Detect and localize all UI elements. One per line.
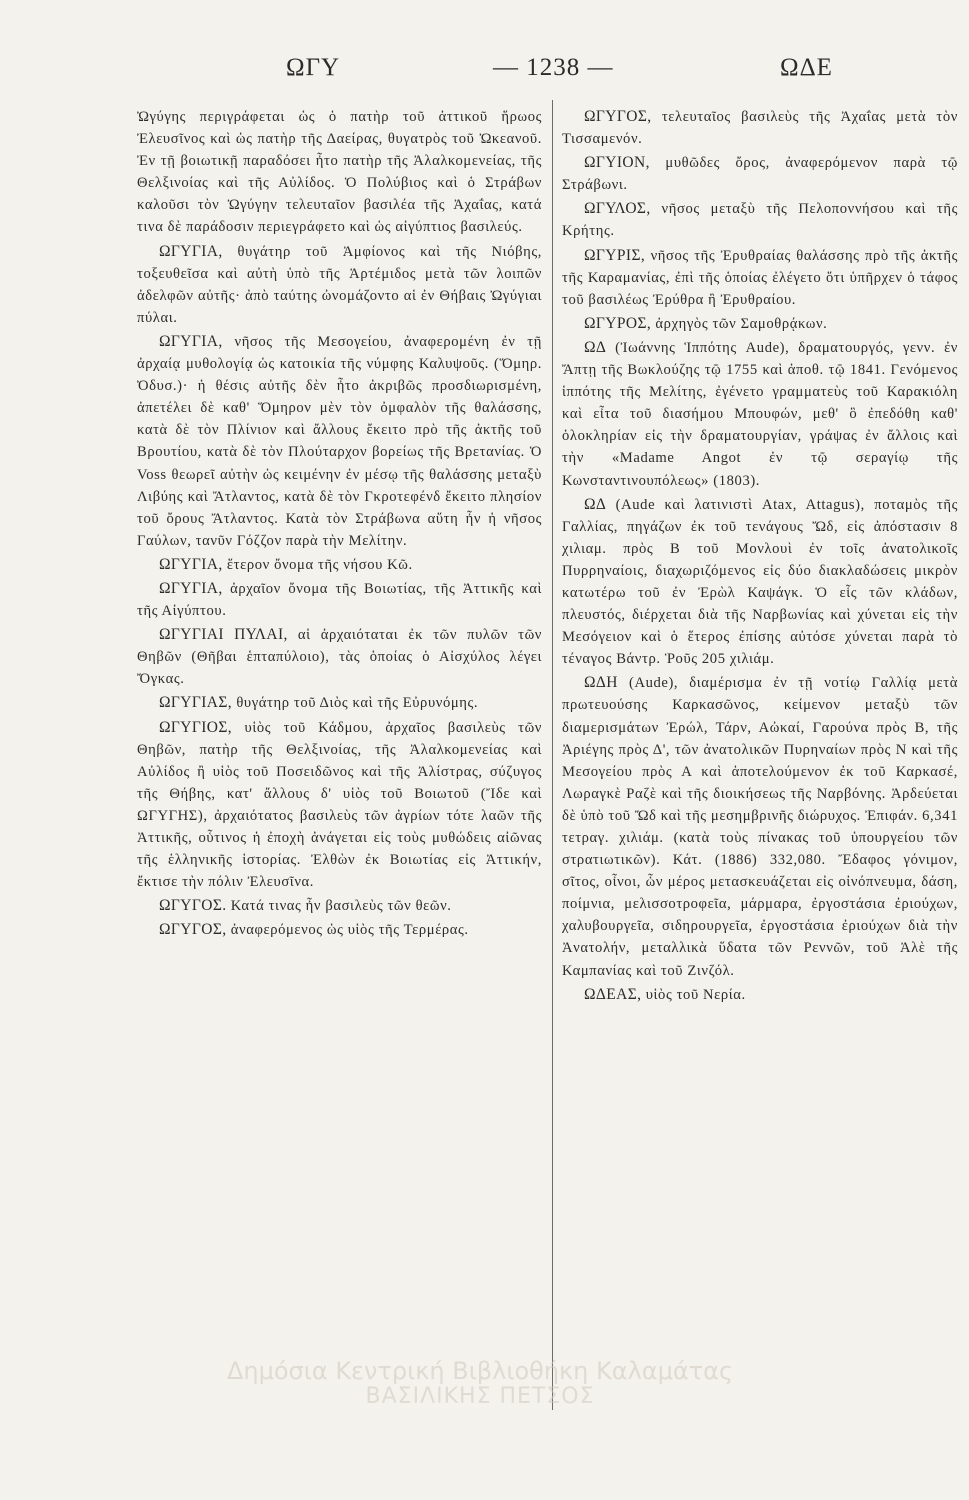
entry-continuation: Ὠγύγης περιγράφεται ὡς ὁ πατὴρ τοῦ ἀττικοῦ ἥρωος Ἐλευσῖνος καὶ ὡς πατὴρ τῆς Δαείρας, θυγατρὸς τοῦ Ὠκεανοῦ. Ἐν τῇ βοιωτικῇ παραδόσει ἦτο πατὴρ τῆς Ἀλαλκομενείας, τῆς Θελξινοίας καὶ τῆς Αὐλίδος. Ὁ Πολύβιος καὶ ὁ Στράβων καλοῦσι τὸν Ὠγύγην τελευταῖον βασιλέα τῆς Ἀχαΐας, κατά τινα δὲ παράδοσιν περιεγράφετο καὶ ὡς αἰγύπτιος βασιλεύς. (137, 109, 542, 236)
entry-lemma: ΩΓΥΓΙΟΣ, (159, 718, 233, 736)
entry-lemma: ΩΓΥΙΟΝ, (584, 154, 650, 172)
entry-lemma: ΩΓΥΓΟΣ, (159, 921, 227, 939)
entry-lemma: ΩΓΥΓΙΑ, (159, 555, 223, 573)
watermark-line-1: Δημόσια Κεντρική Βιβλιοθήκη Καλαμάτας (226, 1357, 734, 1385)
header-right-guideword: ΩΔΕ (780, 54, 833, 81)
dictionary-entry: ΩΓΥΓΙΑΣ, θυγάτηρ τοῦ Διὸς καὶ τῆς Εὐρυνόμης. (159, 694, 479, 712)
dictionary-entry: ΩΓΥΡΟΣ, ἀρχηγὸς τῶν Σαμοθρᾴκων. (584, 314, 828, 332)
dictionary-entry: ΩΓΥΓΟΣ, ἀναφερόμενος ὡς υἱὸς τῆς Τερμέρας. (159, 921, 469, 939)
left-column (137, 106, 542, 943)
library-watermark (210, 1358, 750, 1408)
entry-lemma: ΩΓΥΓΙΑ, (159, 242, 223, 260)
entry-lemma: ΩΓΥΓΙΑΣ, (159, 694, 233, 712)
entry-lemma: ΩΔ (584, 495, 607, 513)
dictionary-entry: ΩΓΥΓΙΑΙ ΠΥΛΑΙ, αἱ ἀρχαιόταται ἐκ τῶν πυλῶν τῶν Θηβῶν (Θῆβαι ἑπταπύλοιο), τὰς ὁποίας ὁ Αἰσχύλος λέγει Ὄγκας. (137, 626, 542, 688)
page-header (138, 54, 843, 94)
dictionary-entry: ΩΓΥΓΙΟΣ, υἱὸς τοῦ Κάδμου, ἀρχαῖος βασιλεὺς τῶν Θηβῶν, πατὴρ τῆς Θελξινοίας, τῆς Ἀλαλκομενείας καὶ Αὐλίδος ἢ υἱὸς τοῦ Ποσειδῶνος καὶ τῆς Ἀλίστρας, σύζυγος τῆς Θήβης, κατ' ἄλλους δ' υἱὸς τοῦ Βοιωτοῦ (Ἴδε καὶ ΩΓΥΓΗΣ), ἀρχαιότατος βασιλεὺς τῶν ἀγρίων τότε λαῶν τῆς Ἀττικῆς, οὗτινος ἡ ἐποχὴ ἀνάγεται εἰς τοὺς μυθώδεις αἰῶνας τῆς ἑλληνικῆς ἱστορίας. Ἐλθὼν ἐκ Βοιωτίας εἰς Ἀττικήν, ἔκτισε τὴν πόλιν Ἐλευσῖνα. (137, 718, 542, 891)
entry-lemma: ΩΓΥΓΟΣ. (159, 897, 227, 915)
watermark-line-2: ΒΑΣΙΛΙΚΗΣ ΠΕΤΣΟΣ (365, 1384, 595, 1409)
entry-lemma: ΩΓΥΓΙΑΙ ΠΥΛΑΙ, (159, 626, 288, 644)
entry-lemma: ΩΓΥΛΟΣ, (584, 200, 651, 218)
right-column (562, 106, 958, 1008)
dictionary-entry: ΩΓΥΓΙΑ, νῆσος τῆς Μεσογείου, ἀναφερομένη ἐν τῇ ἀρχαίᾳ μυθολογίᾳ ὡς κατοικία τῆς νύμφης Καλυψοῦς. (Ὅμηρ. Ὀδυσ.)· ἡ θέσις αὐτῆς δὲν ἦτο ἀκριβῶς προσδιωρισμένη, ἀπετέλει δὲ καθ' Ὅμηρον μὲν τὸν ὀμφαλὸν τῆς θαλάσσης, κατὰ δὲ τὸν Πλίνιον καὶ ἄλλους ἔκειτο πρὸ τῆς ἀκτῆς τοῦ Βρουτίου, κατὰ δὲ τὸν Πλούταρχον βορείως τῆς Βρετανίας. Ὁ Voss θεωρεῖ αὐτὴν ὡς κειμένην ἐν μέσῳ τῆς θαλάσσης μεταξὺ Λιβύης καὶ Ἄτλαντος, κατὰ δὲ τὸν Γκροτεφένδ ἔκειτο πλησίον τοῦ ὄρους Ἄτλαντος. Κατὰ τὸν Στράβωνα αὕτη ἦν ἡ νῆσος Γαύλων, τανῦν Γόζζον παρὰ τὴν Μελίτην. (137, 332, 542, 549)
entry-lemma: ΩΓΥΓΙΑ, (159, 579, 223, 597)
dictionary-entry: ΩΓΥΙΟΝ, μυθῶδες ὄρος, ἀναφερόμενον παρὰ τῷ Στράβωνι. (562, 154, 958, 194)
column-divider (552, 100, 553, 1410)
dictionary-entry: ΩΔΗ (Aude), διαμέρισμα ἐν τῇ νοτίῳ Γαλλίᾳ μετὰ πρωτευούσης Καρκασῶνος, κείμενον μεταξὺ τῶν διαμερισμάτων Ἐρώλ, Τάρν, Αὠκαί, Γαρούνα πρὸς Β, τῆς Ἀριέγης πρὸς Δ', τῶν ἀνατολικῶν Πυρηναίων πρὸς Ν καὶ τῆς Μεσογείου πρὸς Α καὶ ἀποτελούμενον ἐκ τοῦ Καρκασέ, Λωραγκὲ Ραζὲ καὶ τῆς διοικήσεως τῆς Ναρβόνης. Ἀρδεύεται δὲ ὑπὸ τοῦ Ὤδ καὶ τῆς μεσημβρινῆς διώρυχος. Ἐπιφάν. 6,341 τετραγ. χιλιάμ. (κατὰ τοὺς πίνακας τοῦ ὑπουργείου τῶν στρατιωτικῶν). Κάτ. (1886) 332,080. Ἔδαφος γόνιμον, σῖτος, οἶνοι, ὧν μέρος μετασκευάζεται εἰς οἰνόπνευμα, δάση, ποίμνια, μελισσοτροφεῖα, μάρμαρα, ἐργοστάσια ἐριούχων, χαλυβουργεῖα, σιδηρουργεῖα, ἐργοστάσια ἐριούχων διὰ τὴν Ἀνατολήν, μεταλλικὰ ὕδατα τῶν Ρεννῶν, τοῦ Ἀλὲ τῆς Καμπανίας καὶ τοῦ Ζινζόλ. (562, 674, 958, 979)
dictionary-entry: ΩΓΥΓΟΣ, τελευταῖος βασιλεὺς τῆς Ἀχαΐας μετὰ τὸν Τισσαμενόν. (562, 108, 958, 148)
dictionary-entry: ΩΓΥΡΙΣ, νῆσος τῆς Ἐρυθραίας θαλάσσης πρὸ τῆς ἀκτῆς τῆς Καραμανίας, ἐπὶ τῆς ὁποίας ἐλέγετο ὅτι ὑπῆρχεν ὁ τάφος τοῦ βασιλέως Ἐρύθρα ἢ Ἐρυθραίου. (562, 246, 958, 308)
entry-lemma: ΩΔ (584, 338, 607, 356)
entry-lemma: ΩΓΥΡΟΣ, (584, 314, 652, 332)
entry-lemma: ΩΔΕΑΣ, (584, 985, 642, 1003)
entry-lemma: ΩΓΥΓΟΣ, (584, 108, 652, 125)
dictionary-entry: ΩΔ (Ἰωάννης Ἱππότης Aude), δραματουργός, γενν. ἐν Ἄπτῃ τῆς Βωκλούζης τῷ 1755 καὶ ἀποθ. τῷ 1841. Γενόμενος ἱππότης τῆς Μελίτης, ἐγένετο γραμματεὺς τοῦ Καρακιόλη καὶ εἶτα τοῦ διασήμου Μπουφών, μεθ' ὃ ἐπεδόθη καθ' ὁλοκληρίαν εἰς τὴν δραματουργίαν, γράψας ἐν ἄλλοις καὶ τὴν «Madame Angot ἐν τῷ σεραγίῳ τῆς Κωνσταντινουπόλεως» (1803). (562, 338, 958, 489)
entry-lemma: ΩΔΗ (584, 674, 618, 692)
dictionary-entry: ΩΔΕΑΣ, υἱὸς τοῦ Νερία. (584, 985, 746, 1003)
dictionary-entry: ΩΓΥΓΙΑ, ἀρχαῖον ὄνομα τῆς Βοιωτίας, τῆς Ἀττικῆς καὶ τῆς Αἰγύπτου. (137, 579, 542, 620)
header-left-guideword: ΩΓΥ (286, 54, 341, 81)
page-number: — 1238 — (493, 54, 614, 81)
dictionary-entry: ΩΓΥΓΟΣ. Κατά τινας ἦν βασιλεὺς τῶν θεῶν. (159, 897, 452, 915)
entry-lemma: ΩΓΥΡΙΣ, (584, 246, 646, 264)
dictionary-entry: ΩΓΥΓΙΑ, θυγάτηρ τοῦ Ἀμφίονος καὶ τῆς Νιόβης, τοξευθεῖσα καὶ αὐτὴ ὑπὸ τῆς Ἀρτέμιδος μετὰ τῶν λοιπῶν ἀδελφῶν αὐτῆς· ἀπὸ ταύτης ὠνομάζοντο αἱ ἐν Θήβαις Ὠγύγιαι πύλαι. (137, 242, 542, 326)
dictionary-entry: ΩΔ (Aude καὶ λατινιστὶ Atax, Attagus), ποταμὸς τῆς Γαλλίας, πηγάζων ἐκ τοῦ τενάγους Ὤδ, εἰς ἀπόστασιν 8 χιλιαμ. πρὸς Β τοῦ Μονλουὶ ἐν τοῖς ἀνατολικοῖς Πυρρηναίοις, διαχωριζόμενος εἰς δύο διακλαδώσεις μικρὸν κατωτέρω τοῦ ἐν Ἐρὼλ Καψάγκ. Ὁ εἷς τῶν κλάδων, πλευστός, διέρχεται διὰ τῆς Ναρβωνίας καὶ χύνεται εἰς τὴν Μεσόγειον καὶ ὁ ἕτερος ἐπίσης αὐτόσε χύνεται παρὰ τὸ τέναγος Βάντρ. Ῥοῦς 205 χιλιάμ. (562, 495, 958, 668)
dictionary-entry: ΩΓΥΓΙΑ, ἕτερον ὄνομα τῆς νήσου Κῶ. (159, 555, 413, 573)
entry-lemma: ΩΓΥΓΙΑ, (159, 332, 223, 350)
dictionary-entry: ΩΓΥΛΟΣ, νῆσος μεταξὺ τῆς Πελοποννήσου καὶ τῆς Κρήτης. (562, 200, 958, 240)
